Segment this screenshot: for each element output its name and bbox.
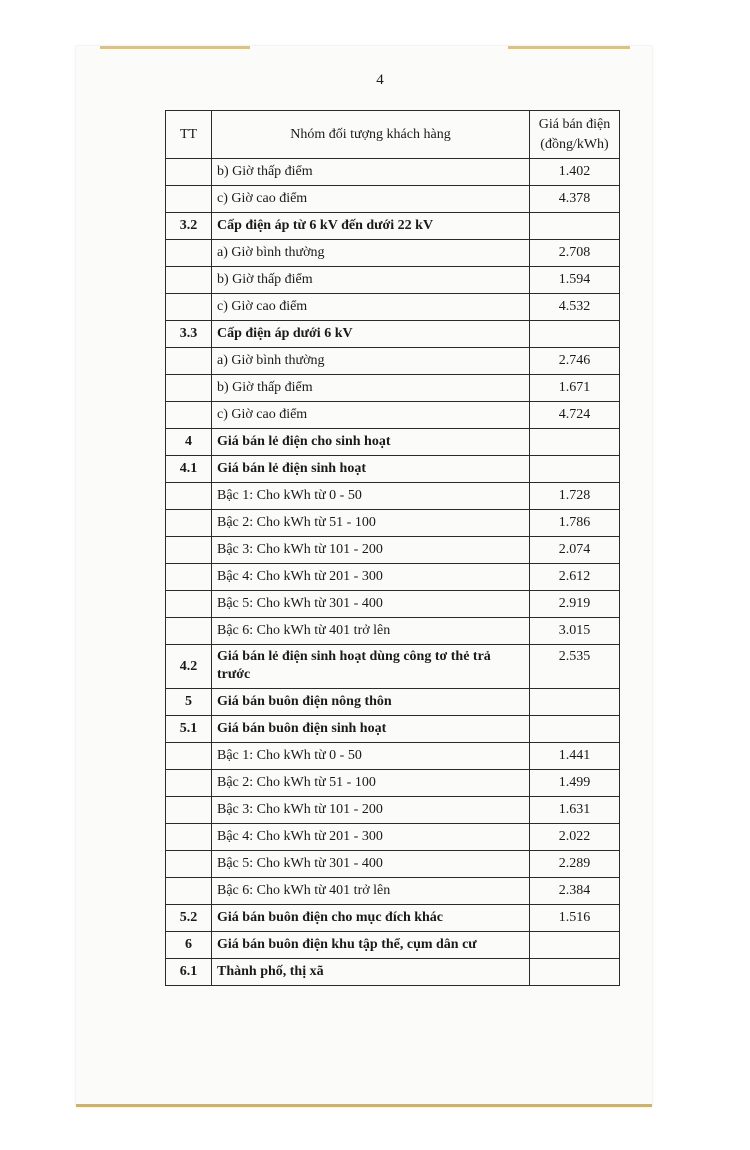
- row-price-cell: [530, 456, 620, 483]
- row-price-cell: [530, 959, 620, 986]
- row-price-cell: 4.724: [530, 402, 620, 429]
- row-name-cell: Bậc 3: Cho kWh từ 101 - 200: [212, 537, 530, 564]
- table-row: [166, 240, 620, 267]
- table-header-row: [166, 111, 620, 159]
- header-customer-group: Nhóm đối tượng khách hàng: [212, 111, 530, 159]
- row-name-cell: b) Giờ thấp điểm: [212, 159, 530, 186]
- row-tt-cell: 4: [166, 429, 212, 456]
- row-price-cell: [530, 321, 620, 348]
- table-body: [166, 159, 620, 986]
- row-tt-cell: [166, 591, 212, 618]
- table-row: [166, 797, 620, 824]
- row-name-cell: Bậc 6: Cho kWh từ 401 trở lên: [212, 618, 530, 645]
- row-price-cell: [530, 716, 620, 743]
- paper-edge-left: [100, 46, 250, 49]
- row-price-cell: 2.535: [530, 645, 620, 689]
- row-tt-cell: 5: [166, 689, 212, 716]
- row-price-cell: [530, 213, 620, 240]
- row-tt-cell: [166, 159, 212, 186]
- row-name-cell: Bậc 2: Cho kWh từ 51 - 100: [212, 770, 530, 797]
- row-tt-cell: [166, 797, 212, 824]
- row-price-cell: 2.919: [530, 591, 620, 618]
- table-row: [166, 537, 620, 564]
- row-tt-cell: 6.1: [166, 959, 212, 986]
- table-row: [166, 591, 620, 618]
- table-row: [166, 402, 620, 429]
- row-name-cell: Bậc 4: Cho kWh từ 201 - 300: [212, 824, 530, 851]
- row-name-cell: Bậc 1: Cho kWh từ 0 - 50: [212, 483, 530, 510]
- row-tt-cell: [166, 564, 212, 591]
- row-tt-cell: 5.1: [166, 716, 212, 743]
- row-name-cell: Giá bán buôn điện cho mục đích khác: [212, 905, 530, 932]
- table-row: [166, 294, 620, 321]
- row-name-cell: Bậc 5: Cho kWh từ 301 - 400: [212, 851, 530, 878]
- row-tt-cell: [166, 878, 212, 905]
- row-tt-cell: [166, 483, 212, 510]
- row-tt-cell: [166, 510, 212, 537]
- table-row: [166, 429, 620, 456]
- row-name-cell: Cấp điện áp dưới 6 kV: [212, 321, 530, 348]
- row-name-cell: c) Giờ cao điểm: [212, 186, 530, 213]
- row-name-cell: Giá bán lẻ điện sinh hoạt dùng công tơ thẻ trả trước: [212, 645, 530, 689]
- row-tt-cell: [166, 240, 212, 267]
- row-tt-cell: [166, 402, 212, 429]
- row-price-cell: 1.728: [530, 483, 620, 510]
- table-row: [166, 213, 620, 240]
- row-price-cell: 1.786: [530, 510, 620, 537]
- table-row: [166, 267, 620, 294]
- row-tt-cell: [166, 851, 212, 878]
- row-name-cell: Giá bán buôn điện sinh hoạt: [212, 716, 530, 743]
- table-row: [166, 689, 620, 716]
- table-row: [166, 375, 620, 402]
- table-row: [166, 618, 620, 645]
- row-price-cell: 2.708: [530, 240, 620, 267]
- row-price-cell: 1.441: [530, 743, 620, 770]
- header-price-line1: Giá bán điện: [538, 116, 611, 132]
- row-price-cell: 1.499: [530, 770, 620, 797]
- row-price-cell: 2.612: [530, 564, 620, 591]
- table-row: [166, 645, 620, 689]
- row-tt-cell: [166, 743, 212, 770]
- row-name-cell: Bậc 2: Cho kWh từ 51 - 100: [212, 510, 530, 537]
- table-row: [166, 824, 620, 851]
- row-tt-cell: [166, 824, 212, 851]
- row-price-cell: 4.532: [530, 294, 620, 321]
- table-row: [166, 743, 620, 770]
- header-price: [530, 111, 620, 159]
- row-price-cell: 2.746: [530, 348, 620, 375]
- row-name-cell: a) Giờ bình thường: [212, 240, 530, 267]
- row-price-cell: 3.015: [530, 618, 620, 645]
- row-price-cell: 2.289: [530, 851, 620, 878]
- row-name-cell: Bậc 4: Cho kWh từ 201 - 300: [212, 564, 530, 591]
- row-tt-cell: [166, 267, 212, 294]
- row-name-cell: b) Giờ thấp điểm: [212, 375, 530, 402]
- row-name-cell: Giá bán lẻ điện sinh hoạt: [212, 456, 530, 483]
- row-tt-cell: [166, 294, 212, 321]
- row-name-cell: c) Giờ cao điểm: [212, 294, 530, 321]
- row-price-cell: 1.631: [530, 797, 620, 824]
- row-tt-cell: 4.2: [166, 645, 212, 689]
- row-tt-cell: 4.1: [166, 456, 212, 483]
- electricity-price-table: [165, 110, 620, 986]
- row-tt-cell: [166, 537, 212, 564]
- header-price-line2: (đồng/kWh): [540, 136, 609, 152]
- row-name-cell: Cấp điện áp từ 6 kV đến dưới 22 kV: [212, 213, 530, 240]
- table-row: [166, 186, 620, 213]
- table-row: [166, 932, 620, 959]
- table-row: [166, 716, 620, 743]
- paper-edge-right: [508, 46, 630, 49]
- row-price-cell: 2.022: [530, 824, 620, 851]
- row-tt-cell: [166, 618, 212, 645]
- row-tt-cell: [166, 375, 212, 402]
- row-tt-cell: 6: [166, 932, 212, 959]
- header-tt: TT: [166, 111, 212, 159]
- row-price-cell: 1.671: [530, 375, 620, 402]
- row-price-cell: 2.384: [530, 878, 620, 905]
- row-name-cell: Bậc 3: Cho kWh từ 101 - 200: [212, 797, 530, 824]
- table-row: [166, 159, 620, 186]
- table-row: [166, 510, 620, 537]
- row-price-cell: 1.594: [530, 267, 620, 294]
- row-name-cell: Giá bán lẻ điện cho sinh hoạt: [212, 429, 530, 456]
- row-name-cell: a) Giờ bình thường: [212, 348, 530, 375]
- row-tt-cell: [166, 348, 212, 375]
- row-price-cell: 1.402: [530, 159, 620, 186]
- row-tt-cell: [166, 770, 212, 797]
- row-name-cell: Bậc 1: Cho kWh từ 0 - 50: [212, 743, 530, 770]
- row-tt-cell: 3.3: [166, 321, 212, 348]
- row-price-cell: [530, 689, 620, 716]
- row-price-cell: 2.074: [530, 537, 620, 564]
- row-name-cell: Bậc 6: Cho kWh từ 401 trở lên: [212, 878, 530, 905]
- row-name-cell: Bậc 5: Cho kWh từ 301 - 400: [212, 591, 530, 618]
- row-tt-cell: 3.2: [166, 213, 212, 240]
- row-name-cell: b) Giờ thấp điểm: [212, 267, 530, 294]
- table-row: [166, 770, 620, 797]
- table-row: [166, 456, 620, 483]
- table-row: [166, 564, 620, 591]
- page-number: 4: [376, 72, 384, 88]
- table-row: [166, 905, 620, 932]
- row-tt-cell: 5.2: [166, 905, 212, 932]
- table-row: [166, 483, 620, 510]
- row-name-cell: Giá bán buôn điện nông thôn: [212, 689, 530, 716]
- table-row: [166, 851, 620, 878]
- row-price-cell: [530, 932, 620, 959]
- row-price-cell: [530, 429, 620, 456]
- table-row: [166, 321, 620, 348]
- row-price-cell: 4.378: [530, 186, 620, 213]
- row-name-cell: c) Giờ cao điểm: [212, 402, 530, 429]
- row-price-cell: 1.516: [530, 905, 620, 932]
- row-tt-cell: [166, 186, 212, 213]
- table-row: [166, 959, 620, 986]
- row-name-cell: Giá bán buôn điện khu tập thể, cụm dân cư: [212, 932, 530, 959]
- row-name-cell: Thành phố, thị xã: [212, 959, 530, 986]
- table-row: [166, 348, 620, 375]
- table-row: [166, 878, 620, 905]
